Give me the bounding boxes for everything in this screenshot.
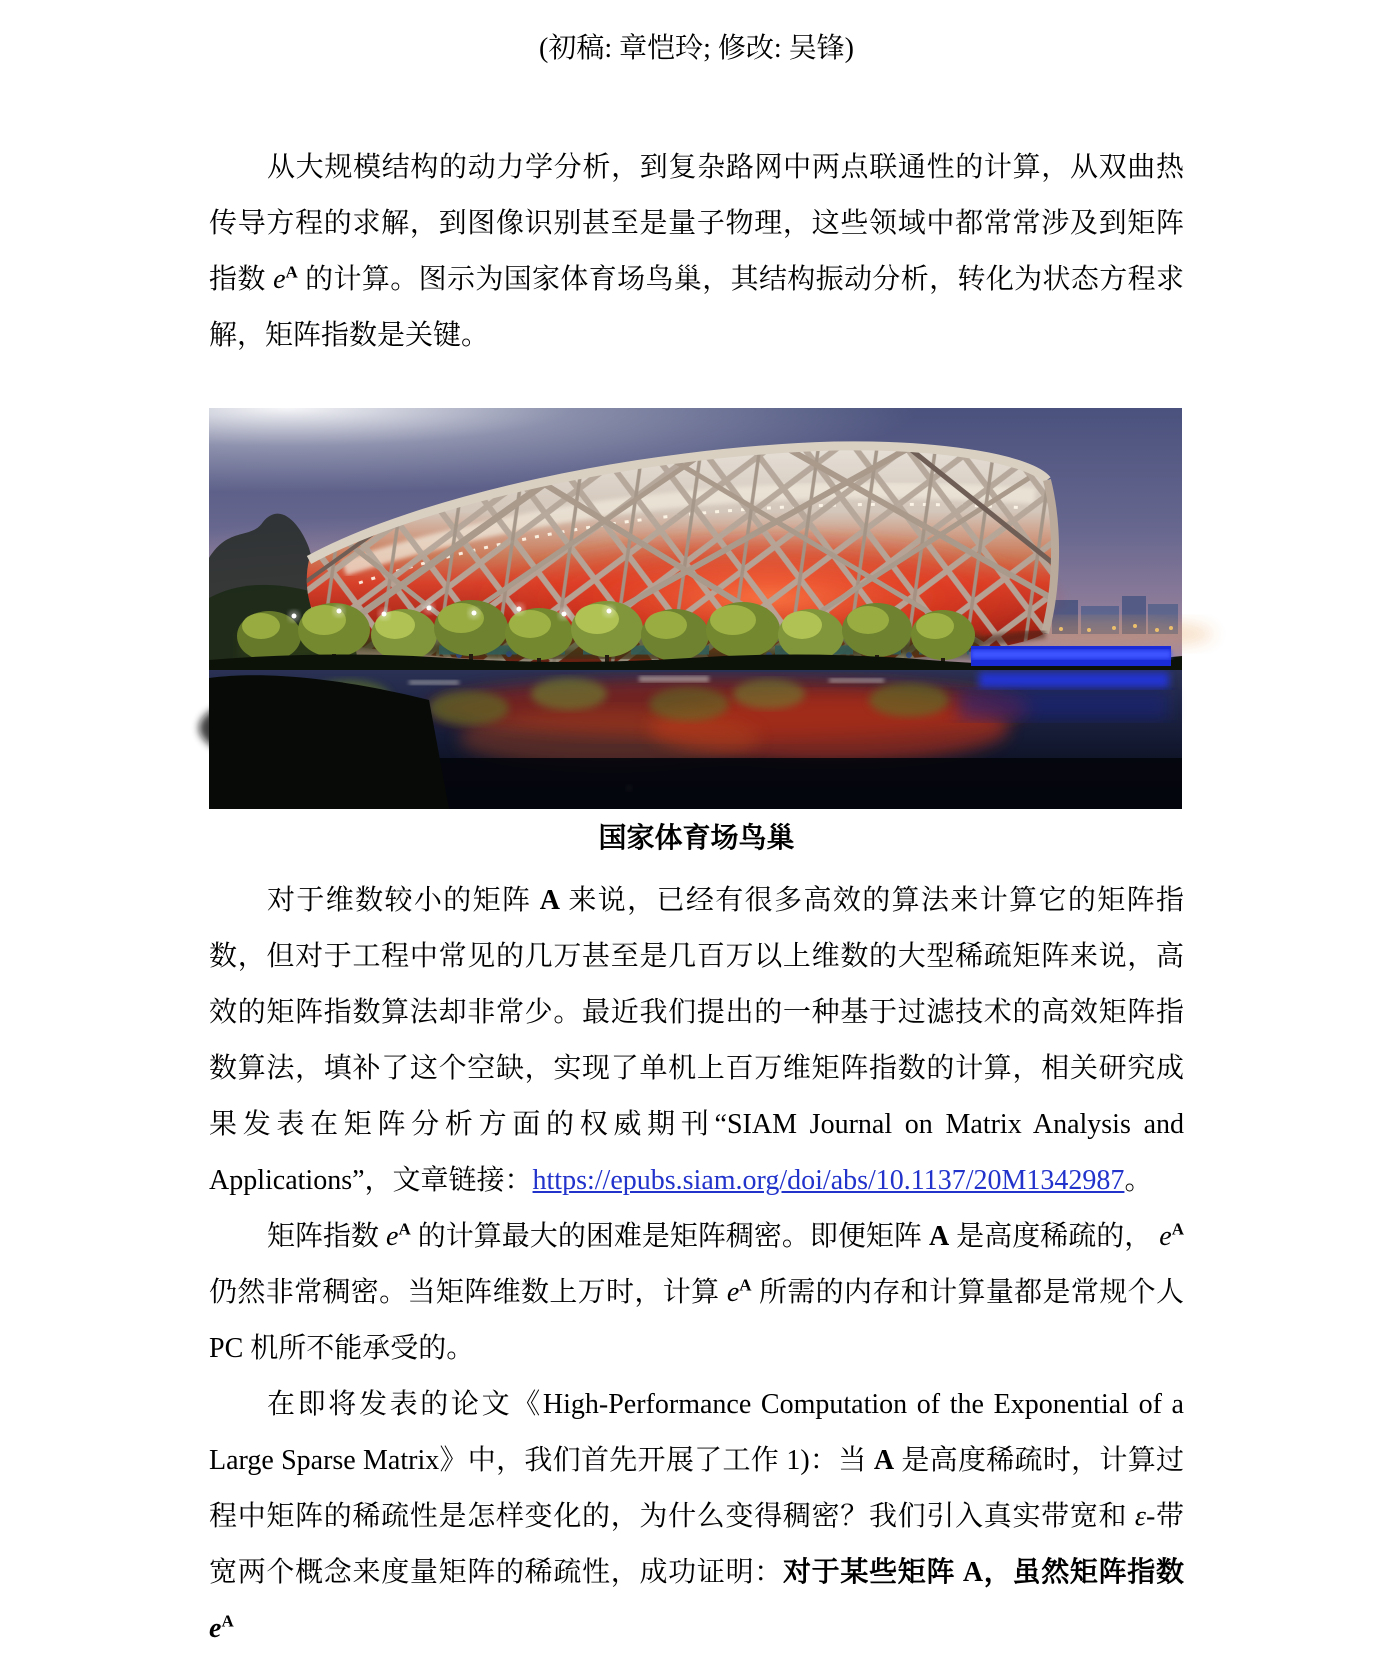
text-segment: 是高度稀疏时，计算过程中矩阵的稀疏性是怎样变化的，为什么变得稠密？我们引入真实带宽和 [209, 1445, 1184, 1532]
math-epsilon: ε [1134, 1501, 1146, 1532]
math-e: e [1159, 1221, 1172, 1252]
text-segment: 在即将发表的论文《High-Performance Computation of the Exponential of a Large Sparse Matrix》中，我们首先开展了工作 1)：当 [209, 1389, 1184, 1476]
stadium-photo [209, 408, 1182, 809]
figure-caption: 国家体育场鸟巢 [598, 823, 795, 854]
text-segment: 的计算。图示为国家体育场鸟巢，其结构振动分析，转化为状态方程求解，矩阵指数是关键。 [209, 264, 1184, 351]
siam-article-link[interactable]: https://epubs.siam.org/doi/abs/10.1137/20M1342987 [532, 1165, 1125, 1196]
figure [209, 408, 1184, 863]
math-e: e [386, 1221, 399, 1252]
text-segment: -带宽两个概念来度量矩阵的稀疏性，成功证明： [209, 1501, 1184, 1588]
matrix-a-bold: A [539, 885, 561, 916]
math-sup-a: A [1171, 1219, 1184, 1239]
paragraph-difficulty [209, 1209, 1184, 1377]
matrix-a-bold: A [928, 1221, 950, 1252]
paragraph-intro [209, 140, 1184, 364]
matrix-a-bold: A [873, 1445, 895, 1476]
text-segment: 矩阵指数 [267, 1221, 387, 1252]
math-e-bold: e [209, 1613, 222, 1644]
byline: (初稿: 章恺玲; 修改: 吴锋) [539, 33, 854, 64]
text-segment: 。 [1124, 1165, 1153, 1196]
text-segment: 所需的内存和计算量都是常规个人 PC 机所不能承受的。 [209, 1277, 1184, 1364]
bold-statement: 对于某些矩阵 A，虽然矩阵指数 [782, 1557, 1184, 1588]
paragraph-upcoming-paper [209, 1377, 1184, 1657]
text-segment: 仍然非常稠密。当矩阵维数上万时，计算 [209, 1277, 727, 1308]
text-segment: 是高度稀疏的， [949, 1221, 1160, 1252]
paragraph-algorithms [209, 873, 1184, 1209]
math-sup-a: A [398, 1219, 411, 1239]
page-content [209, 0, 1184, 1657]
math-e: e [726, 1277, 740, 1308]
math-sup-a: A [739, 1275, 752, 1295]
math-sup-a: A [221, 1611, 234, 1631]
text-segment: 对于维数较小的矩阵 [267, 885, 540, 916]
math-e: e [273, 264, 286, 295]
text-segment: 来说，已经有很多高效的算法来计算它的矩阵指数，但对于工程中常见的几万甚至是几百万以上维数的大型稀疏矩阵来说，高效的矩阵指数算法却非常少。最近我们提出的一种基于过滤技术的高效矩阵指数算法，填补了这个空缺，实现了单机上百万维矩阵指数的计算，相关研究成果发表在矩阵分析方面的权威期刊“SIAM Journal on Matrix Analysis and Applications”，文章链接： [209, 885, 1184, 1196]
text-segment: 从大规模结构的动力学分析，到复杂路网中两点联通性的计算，从双曲热传导方程的求解，到图像识别甚至是量子物理，这些领域中都常常涉及到矩阵指数 [209, 152, 1184, 295]
math-sup-a: A [285, 262, 298, 282]
text-segment: 的计算最大的困难是矩阵稠密。即便矩阵 [410, 1221, 929, 1252]
